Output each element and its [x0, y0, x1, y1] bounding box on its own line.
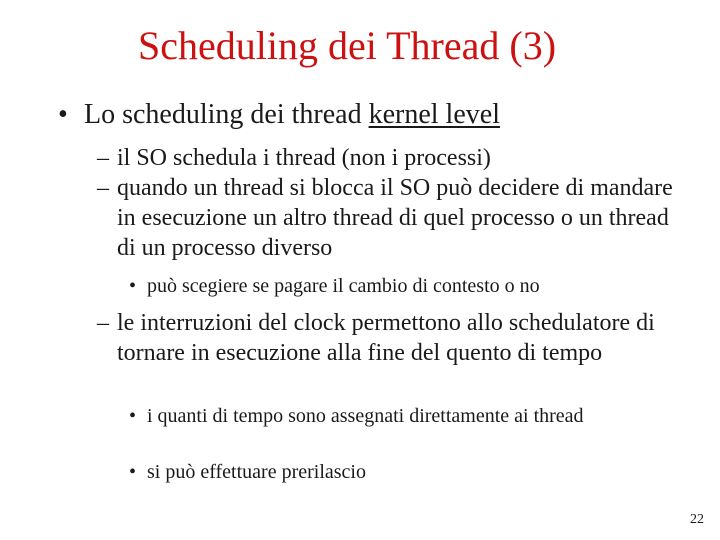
main-bullet-text: [84, 98, 500, 132]
list-item-text: quando un thread si blocca il SO può decidere di mandare in esecuzione un altro thread di quel processo o un thread di un processo diverso: [117, 175, 673, 261]
main-bullet-prefix: Lo scheduling dei thread: [84, 99, 369, 130]
list-item-text: il SO schedula i thread (non i processi): [117, 145, 491, 171]
kernel-level-link: kernel level: [368, 99, 500, 130]
slide-title: Scheduling dei Thread (3): [137, 23, 557, 68]
list-item-text: le interruzioni del clock permettono allo schedulatore di tornare in esecuzione alla fine del quento di tempo: [117, 310, 655, 366]
sub-list-item-text: si può effettuare prerilascio: [147, 461, 366, 483]
page-number: 22: [690, 512, 704, 527]
dot-marker: •: [129, 275, 137, 297]
dot-marker: •: [129, 461, 137, 483]
dash-marker: –: [97, 310, 109, 336]
bullet-marker: •: [58, 99, 68, 130]
sub-list-item-text: i quanti di tempo sono assegnati direttamente ai thread: [147, 405, 584, 427]
dash-marker: –: [97, 145, 109, 171]
dot-marker: •: [129, 405, 137, 427]
dash-marker: –: [97, 175, 109, 201]
sub-list-item-text: può scegiere se pagare il cambio di contesto o no: [147, 275, 540, 297]
